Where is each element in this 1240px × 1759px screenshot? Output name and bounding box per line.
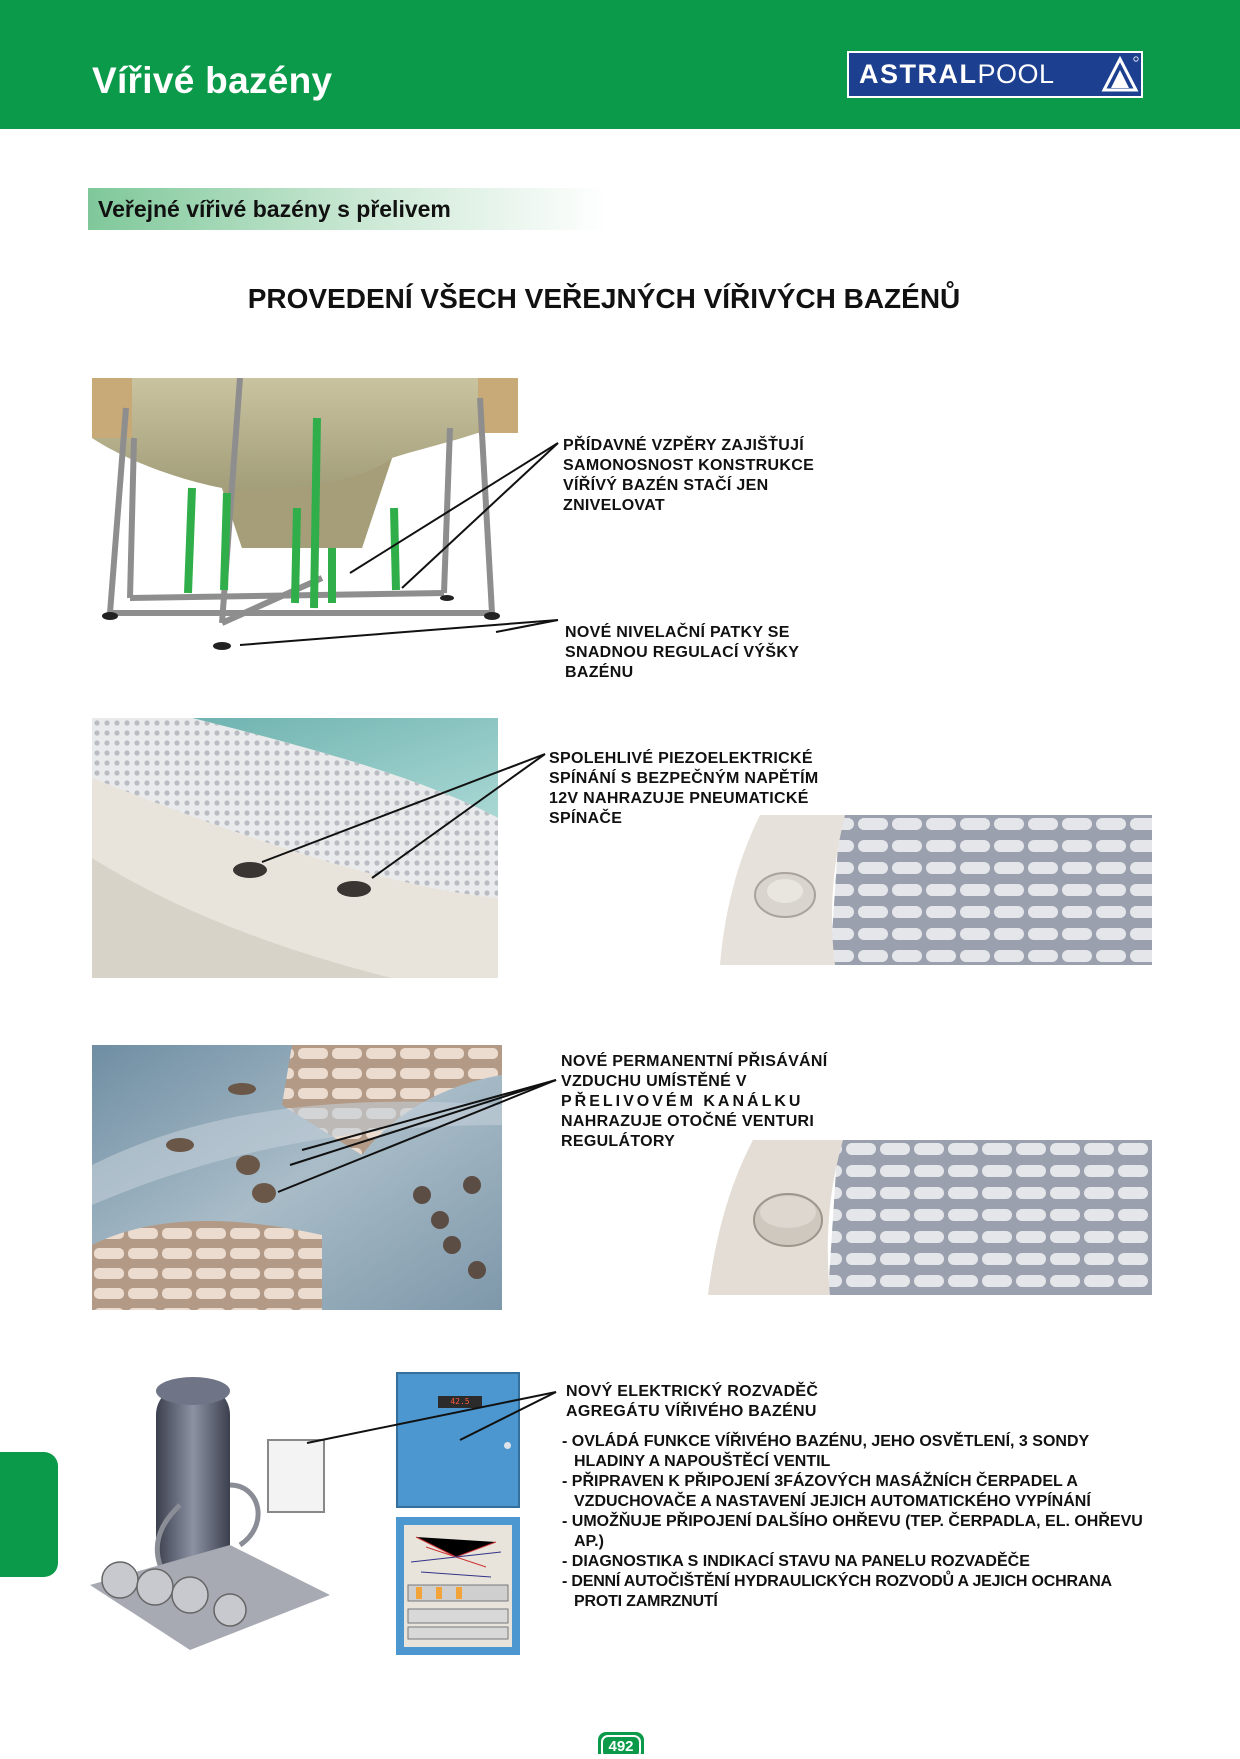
header-title: Vířivé bazény bbox=[92, 60, 333, 101]
tub-rim-piezo-image bbox=[92, 718, 498, 978]
filtration-unit-image bbox=[90, 1365, 330, 1660]
caption-air-line-2: VZDUCHU UMÍSTĚNÉ V bbox=[561, 1073, 747, 1090]
list-item: - OVLÁDÁ FUNKCE VÍŘIVÉHO BAZÉNU, JEHO OSVĚTLENÍ, 3 SONDY HLADINY A NAPOUŠTĚCÍ VENTIL bbox=[562, 1433, 1089, 1470]
caption-piezo-line-1: SPOLEHLIVÉ PIEZOELEKTRICKÉ bbox=[549, 750, 813, 767]
caption-feet-line-2: SNADNOU REGULACÍ VÝŠKY bbox=[565, 644, 800, 661]
caption-piezo-line-4: SPÍNAČE bbox=[549, 810, 623, 827]
caption-supports-line-1: PŘÍDAVNÉ VZPĚRY ZAJIŠŤUJÍ bbox=[563, 437, 805, 454]
caption-air bbox=[561, 1052, 857, 1152]
caption-feet-line-3: BAZÉNU bbox=[565, 664, 634, 681]
control-cabinet-open-image bbox=[396, 1517, 520, 1655]
caption-feet bbox=[565, 623, 855, 683]
caption-supports-line-3: VÍŘÍVÝ BAZÉN STAČÍ JEN bbox=[563, 477, 769, 494]
air-intake-tub-image bbox=[92, 1045, 502, 1310]
page-number-tab bbox=[598, 1732, 644, 1754]
caption-piezo-line-3: 12V NAHRAZUJE PNEUMATICKÉ bbox=[549, 790, 809, 807]
air-intake-closeup-image bbox=[708, 1140, 1152, 1295]
logo-text-bold: ASTRAL bbox=[859, 59, 978, 89]
page-number: 492 bbox=[601, 1735, 641, 1759]
caption-panel bbox=[566, 1382, 856, 1422]
caption-air-line-5: REGULÁTORY bbox=[561, 1133, 676, 1150]
list-item: - PŘIPRAVEN K PŘIPOJENÍ 3FÁZOVÝCH MASÁŽNÍCH ČERPADEL A VZDUCHOVAČE A NASTAVENÍ JEJICH AUTOMATICKÉHO VYPÍNÁNÍ bbox=[562, 1473, 1091, 1510]
piezo-button-closeup-image bbox=[720, 815, 1152, 965]
panel-features-list bbox=[562, 1432, 1162, 1612]
caption-piezo-line-2: SPÍNÁNÍ S BEZPEČNÝM NAPĚTÍM bbox=[549, 770, 819, 787]
list-item: - DENNÍ AUTOČIŠTĚNÍ HYDRAULICKÝCH ROZVODŮ A JEJICH OCHRANA PROTI ZAMRZNUTÍ bbox=[562, 1573, 1112, 1610]
astralpool-triangle-icon bbox=[1101, 55, 1139, 94]
caption-air-line-4: NAHRAZUJE OTOČNÉ VENTURI bbox=[561, 1113, 815, 1130]
cabinet-display: 42.5 bbox=[438, 1396, 482, 1408]
list-item: - UMOŽŇUJE PŘIPOJENÍ DALŠÍHO OHŘEVU (TEP. ČERPADLA, EL. OHŘEVU AP.) bbox=[562, 1513, 1143, 1550]
caption-panel-line-1: NOVÝ ELEKTRICKÝ ROZVADĚČ bbox=[566, 1383, 819, 1400]
main-heading-text: PROVEDENÍ VŠECH VEŘEJNÝCH VÍŘIVÝCH BAZÉNŮ bbox=[247, 283, 961, 314]
logo-text-light: POOL bbox=[977, 59, 1055, 89]
astralpool-logo bbox=[847, 51, 1143, 98]
section-title: Veřejné vířivé bazény s přelivem bbox=[98, 196, 451, 222]
tub-frame-image bbox=[92, 378, 518, 650]
caption-supports-line-2: SAMONOSNOST KONSTRUKCE bbox=[563, 457, 815, 474]
main-heading bbox=[0, 283, 1240, 315]
control-cabinet-closed-image bbox=[396, 1372, 520, 1508]
caption-panel-line-2: AGREGÁTU VÍŘIVÉHO BAZÉNU bbox=[566, 1403, 817, 1420]
caption-feet-line-1: NOVÉ NIVELAČNÍ PATKY SE bbox=[565, 624, 790, 641]
caption-supports bbox=[563, 436, 857, 516]
side-section-tab bbox=[0, 1452, 58, 1577]
list-item: - DIAGNOSTIKA S INDIKACÍ STAVU NA PANELU ROZVADĚČE bbox=[562, 1553, 1030, 1570]
caption-air-line-3: PŘELIVOVÉM KANÁLKU bbox=[561, 1093, 804, 1110]
caption-supports-line-4: ZNIVELOVAT bbox=[563, 497, 665, 514]
page-header bbox=[0, 0, 1240, 129]
caption-air-line-1: NOVÉ PERMANENTNÍ PŘISÁVÁNÍ bbox=[561, 1053, 828, 1070]
